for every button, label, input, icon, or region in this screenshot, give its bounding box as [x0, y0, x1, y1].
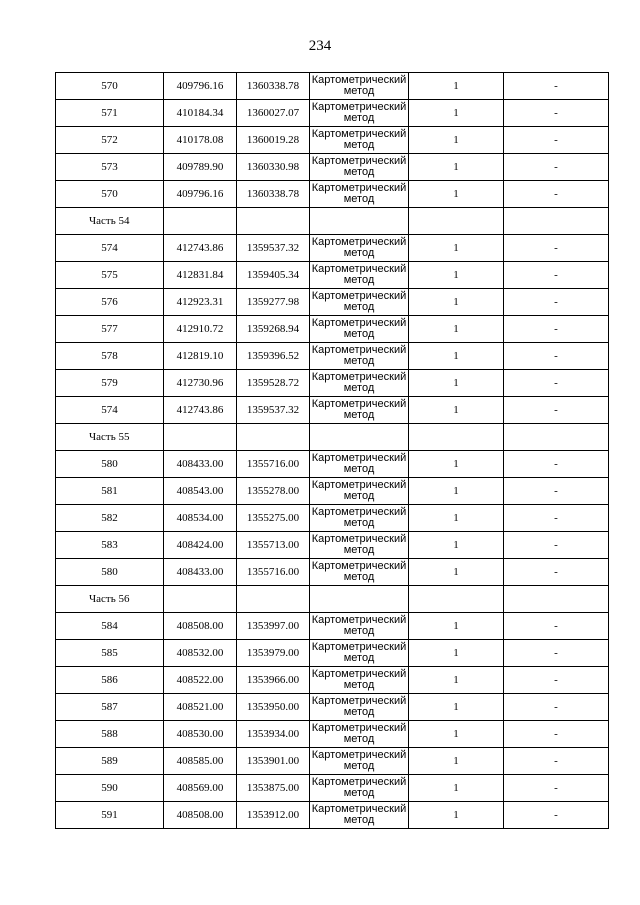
accuracy-cell: 1	[409, 694, 504, 721]
accuracy-cell: 1	[409, 802, 504, 829]
accuracy-cell: 1	[409, 640, 504, 667]
point-number-cell: 578	[56, 343, 164, 370]
method-line-1: Картометрический	[311, 533, 407, 545]
method-line-1: Картометрический	[311, 614, 407, 626]
empty-cell	[164, 208, 237, 235]
empty-cell	[504, 208, 609, 235]
method-line-2: метод	[343, 517, 375, 529]
y-coordinate-cell: 1353950.00	[237, 694, 310, 721]
x-coordinate-cell: 408585.00	[164, 748, 237, 775]
method-line-1: Картометрический	[311, 263, 407, 275]
x-coordinate-cell: 412743.86	[164, 397, 237, 424]
point-number-cell: 591	[56, 802, 164, 829]
method-line-2: метод	[343, 85, 375, 97]
y-coordinate-cell: 1353997.00	[237, 613, 310, 640]
method-line-2: метод	[343, 760, 375, 772]
point-number-cell: 574	[56, 235, 164, 262]
method-line-2: метод	[343, 814, 375, 826]
method-cell	[310, 802, 409, 829]
point-number-cell: 587	[56, 694, 164, 721]
method-line-2: метод	[343, 652, 375, 664]
method-cell	[310, 316, 409, 343]
y-coordinate-cell: 1353901.00	[237, 748, 310, 775]
description-cell: -	[504, 802, 609, 829]
y-coordinate-cell: 1360027.07	[237, 100, 310, 127]
description-cell: -	[504, 370, 609, 397]
description-cell: -	[504, 100, 609, 127]
method-line-1: Картометрический	[311, 560, 407, 572]
x-coordinate-cell: 409789.90	[164, 154, 237, 181]
description-cell: -	[504, 397, 609, 424]
method-cell	[310, 262, 409, 289]
method-line-1: Картометрический	[311, 776, 407, 788]
method-line-2: метод	[343, 463, 375, 475]
method-cell	[310, 667, 409, 694]
accuracy-cell: 1	[409, 73, 504, 100]
table-row	[56, 154, 609, 181]
method-cell	[310, 181, 409, 208]
method-line-1: Картометрический	[311, 668, 407, 680]
accuracy-cell: 1	[409, 451, 504, 478]
y-coordinate-cell: 1359537.32	[237, 235, 310, 262]
description-cell: -	[504, 343, 609, 370]
method-line-1: Картометрический	[311, 155, 407, 167]
table-row	[56, 235, 609, 262]
x-coordinate-cell: 408530.00	[164, 721, 237, 748]
method-line-1: Картометрический	[311, 371, 407, 383]
point-number-cell: 586	[56, 667, 164, 694]
method-line-1: Картометрический	[311, 398, 407, 410]
method-cell	[310, 532, 409, 559]
table-row	[56, 667, 609, 694]
method-line-1: Картометрический	[311, 479, 407, 491]
table-body	[56, 73, 609, 829]
x-coordinate-cell: 408534.00	[164, 505, 237, 532]
y-coordinate-cell: 1360019.28	[237, 127, 310, 154]
point-number-cell: 572	[56, 127, 164, 154]
y-coordinate-cell: 1359537.32	[237, 397, 310, 424]
method-cell	[310, 721, 409, 748]
description-cell: -	[504, 73, 609, 100]
accuracy-cell: 1	[409, 532, 504, 559]
table-row	[56, 343, 609, 370]
accuracy-cell: 1	[409, 262, 504, 289]
table-row	[56, 694, 609, 721]
table-row	[56, 559, 609, 586]
description-cell: -	[504, 748, 609, 775]
point-number-cell: 584	[56, 613, 164, 640]
method-line-2: метод	[343, 409, 375, 421]
method-cell	[310, 343, 409, 370]
accuracy-cell: 1	[409, 667, 504, 694]
x-coordinate-cell: 410184.34	[164, 100, 237, 127]
method-line-2: метод	[343, 193, 375, 205]
table-row	[56, 505, 609, 532]
method-line-2: метод	[343, 166, 375, 178]
method-cell	[310, 559, 409, 586]
table-row	[56, 262, 609, 289]
table-row	[56, 181, 609, 208]
point-number-cell: 570	[56, 181, 164, 208]
table-row	[56, 748, 609, 775]
y-coordinate-cell: 1355716.00	[237, 451, 310, 478]
method-line-1: Картометрический	[311, 695, 407, 707]
accuracy-cell: 1	[409, 748, 504, 775]
method-cell	[310, 451, 409, 478]
method-line-2: метод	[343, 112, 375, 124]
section-label: Часть 56	[56, 586, 164, 613]
method-cell	[310, 694, 409, 721]
section-header-row	[56, 208, 609, 235]
x-coordinate-cell: 412923.31	[164, 289, 237, 316]
table-row	[56, 613, 609, 640]
accuracy-cell: 1	[409, 316, 504, 343]
method-line-1: Картометрический	[311, 344, 407, 356]
point-number-cell: 579	[56, 370, 164, 397]
accuracy-cell: 1	[409, 505, 504, 532]
method-line-1: Картометрический	[311, 803, 407, 815]
description-cell: -	[504, 775, 609, 802]
y-coordinate-cell: 1353934.00	[237, 721, 310, 748]
method-line-2: метод	[343, 544, 375, 556]
accuracy-cell: 1	[409, 100, 504, 127]
y-coordinate-cell: 1359277.98	[237, 289, 310, 316]
accuracy-cell: 1	[409, 370, 504, 397]
method-line-1: Картометрический	[311, 74, 407, 86]
description-cell: -	[504, 262, 609, 289]
point-number-cell: 575	[56, 262, 164, 289]
point-number-cell: 588	[56, 721, 164, 748]
y-coordinate-cell: 1355713.00	[237, 532, 310, 559]
point-number-cell: 577	[56, 316, 164, 343]
point-number-cell: 581	[56, 478, 164, 505]
empty-cell	[409, 586, 504, 613]
x-coordinate-cell: 412819.10	[164, 343, 237, 370]
point-number-cell: 582	[56, 505, 164, 532]
accuracy-cell: 1	[409, 289, 504, 316]
x-coordinate-cell: 408433.00	[164, 451, 237, 478]
accuracy-cell: 1	[409, 613, 504, 640]
table-row	[56, 316, 609, 343]
point-number-cell: 574	[56, 397, 164, 424]
method-cell	[310, 613, 409, 640]
method-line-1: Картометрический	[311, 641, 407, 653]
empty-cell	[164, 424, 237, 451]
method-cell	[310, 73, 409, 100]
table-row	[56, 721, 609, 748]
y-coordinate-cell: 1355275.00	[237, 505, 310, 532]
x-coordinate-cell: 408508.00	[164, 802, 237, 829]
accuracy-cell: 1	[409, 397, 504, 424]
method-line-2: метод	[343, 706, 375, 718]
method-line-2: метод	[343, 301, 375, 313]
x-coordinate-cell: 408522.00	[164, 667, 237, 694]
y-coordinate-cell: 1359396.52	[237, 343, 310, 370]
point-number-cell: 583	[56, 532, 164, 559]
description-cell: -	[504, 559, 609, 586]
empty-cell	[409, 208, 504, 235]
empty-cell	[237, 424, 310, 451]
description-cell: -	[504, 235, 609, 262]
method-cell	[310, 397, 409, 424]
description-cell: -	[504, 532, 609, 559]
method-cell	[310, 478, 409, 505]
table-row	[56, 397, 609, 424]
method-line-1: Картометрический	[311, 101, 407, 113]
x-coordinate-cell: 408521.00	[164, 694, 237, 721]
method-line-2: метод	[343, 733, 375, 745]
x-coordinate-cell: 408424.00	[164, 532, 237, 559]
method-line-2: метод	[343, 328, 375, 340]
accuracy-cell: 1	[409, 343, 504, 370]
x-coordinate-cell: 408569.00	[164, 775, 237, 802]
method-cell	[310, 775, 409, 802]
point-number-cell: 576	[56, 289, 164, 316]
description-cell: -	[504, 721, 609, 748]
y-coordinate-cell: 1360338.78	[237, 73, 310, 100]
method-line-2: метод	[343, 625, 375, 637]
method-line-2: метод	[343, 139, 375, 151]
table-row	[56, 478, 609, 505]
description-cell: -	[504, 289, 609, 316]
method-line-2: метод	[343, 274, 375, 286]
y-coordinate-cell: 1359405.34	[237, 262, 310, 289]
description-cell: -	[504, 316, 609, 343]
point-number-cell: 585	[56, 640, 164, 667]
x-coordinate-cell: 412743.86	[164, 235, 237, 262]
method-line-1: Картометрический	[311, 749, 407, 761]
method-line-1: Картометрический	[311, 317, 407, 329]
empty-cell	[504, 586, 609, 613]
description-cell: -	[504, 694, 609, 721]
x-coordinate-cell: 410178.08	[164, 127, 237, 154]
empty-cell	[164, 586, 237, 613]
method-cell	[310, 748, 409, 775]
empty-cell	[409, 424, 504, 451]
empty-cell	[310, 586, 409, 613]
x-coordinate-cell: 408543.00	[164, 478, 237, 505]
description-cell: -	[504, 478, 609, 505]
method-line-2: метод	[343, 490, 375, 502]
y-coordinate-cell: 1353875.00	[237, 775, 310, 802]
section-header-row	[56, 424, 609, 451]
point-number-cell: 570	[56, 73, 164, 100]
x-coordinate-cell: 412730.96	[164, 370, 237, 397]
method-line-2: метод	[343, 679, 375, 691]
table-row	[56, 370, 609, 397]
method-cell	[310, 289, 409, 316]
description-cell: -	[504, 613, 609, 640]
empty-cell	[237, 586, 310, 613]
section-label: Часть 54	[56, 208, 164, 235]
description-cell: -	[504, 181, 609, 208]
table-row	[56, 802, 609, 829]
y-coordinate-cell: 1359268.94	[237, 316, 310, 343]
method-line-1: Картометрический	[311, 722, 407, 734]
description-cell: -	[504, 505, 609, 532]
table-row	[56, 289, 609, 316]
y-coordinate-cell: 1353979.00	[237, 640, 310, 667]
page-number: 234	[308, 38, 332, 54]
table-row	[56, 775, 609, 802]
point-number-cell: 580	[56, 559, 164, 586]
y-coordinate-cell: 1360338.78	[237, 181, 310, 208]
method-line-2: метод	[343, 355, 375, 367]
accuracy-cell: 1	[409, 721, 504, 748]
accuracy-cell: 1	[409, 127, 504, 154]
y-coordinate-cell: 1360330.98	[237, 154, 310, 181]
y-coordinate-cell: 1359528.72	[237, 370, 310, 397]
table-row	[56, 640, 609, 667]
method-line-1: Картометрический	[311, 452, 407, 464]
point-number-cell: 573	[56, 154, 164, 181]
description-cell: -	[504, 451, 609, 478]
empty-cell	[310, 424, 409, 451]
table-row	[56, 127, 609, 154]
table-row	[56, 451, 609, 478]
section-label: Часть 55	[56, 424, 164, 451]
method-cell	[310, 127, 409, 154]
x-coordinate-cell: 408508.00	[164, 613, 237, 640]
accuracy-cell: 1	[409, 559, 504, 586]
method-cell	[310, 505, 409, 532]
x-coordinate-cell: 409796.16	[164, 181, 237, 208]
point-number-cell: 589	[56, 748, 164, 775]
x-coordinate-cell: 408532.00	[164, 640, 237, 667]
method-cell	[310, 100, 409, 127]
method-cell	[310, 154, 409, 181]
method-cell	[310, 235, 409, 262]
method-line-1: Картометрический	[311, 290, 407, 302]
accuracy-cell: 1	[409, 154, 504, 181]
point-number-cell: 571	[56, 100, 164, 127]
method-line-1: Картометрический	[311, 236, 407, 248]
empty-cell	[237, 208, 310, 235]
method-line-1: Картометрический	[311, 182, 407, 194]
method-line-1: Картометрический	[311, 506, 407, 518]
description-cell: -	[504, 640, 609, 667]
description-cell: -	[504, 154, 609, 181]
method-line-1: Картометрический	[311, 128, 407, 140]
table-row	[56, 532, 609, 559]
y-coordinate-cell: 1355716.00	[237, 559, 310, 586]
accuracy-cell: 1	[409, 775, 504, 802]
accuracy-cell: 1	[409, 181, 504, 208]
method-line-2: метод	[343, 382, 375, 394]
x-coordinate-cell: 412910.72	[164, 316, 237, 343]
method-cell	[310, 640, 409, 667]
method-line-2: метод	[343, 787, 375, 799]
method-cell	[310, 370, 409, 397]
coordinates-table	[55, 72, 609, 829]
method-line-2: метод	[343, 571, 375, 583]
empty-cell	[504, 424, 609, 451]
table-row	[56, 73, 609, 100]
method-line-2: метод	[343, 247, 375, 259]
point-number-cell: 580	[56, 451, 164, 478]
empty-cell	[310, 208, 409, 235]
x-coordinate-cell: 408433.00	[164, 559, 237, 586]
section-header-row	[56, 586, 609, 613]
point-number-cell: 590	[56, 775, 164, 802]
description-cell: -	[504, 667, 609, 694]
y-coordinate-cell: 1355278.00	[237, 478, 310, 505]
y-coordinate-cell: 1353966.00	[237, 667, 310, 694]
x-coordinate-cell: 409796.16	[164, 73, 237, 100]
accuracy-cell: 1	[409, 478, 504, 505]
x-coordinate-cell: 412831.84	[164, 262, 237, 289]
table-row	[56, 100, 609, 127]
y-coordinate-cell: 1353912.00	[237, 802, 310, 829]
description-cell: -	[504, 127, 609, 154]
accuracy-cell: 1	[409, 235, 504, 262]
